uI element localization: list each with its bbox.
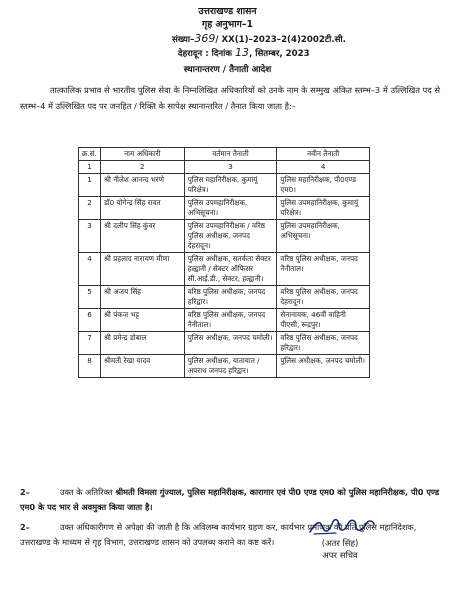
table-row xyxy=(79,355,370,378)
officer-name-cell: श्री दलीप सिंह कुंवर xyxy=(100,220,184,253)
date-handwritten-day: 13 xyxy=(235,46,250,59)
date-suffix: , सितम्बर, 2023 xyxy=(249,49,310,59)
column-number: 2 xyxy=(100,161,184,174)
table-header-row xyxy=(79,148,370,161)
new-posting-cell: वरिष्ठ पुलिस अधीक्षक, जनपद देहरादून। xyxy=(277,286,370,309)
current-posting-cell: पुलिस अधीक्षक, यातायात / अपराध जनपद हरिद्वार। xyxy=(184,355,277,378)
new-posting-cell: पुलिस उपमहानिरीक्षक, अभिसूचना। xyxy=(277,220,370,253)
serial-cell: 8 xyxy=(79,355,101,378)
intro-paragraph xyxy=(20,82,440,114)
officer-name-cell: श्रीमती रेखा यादव xyxy=(100,355,184,378)
handwritten-signature xyxy=(306,512,376,538)
reference-number xyxy=(172,33,346,46)
serial-cell: 4 xyxy=(79,253,101,286)
order-date xyxy=(178,47,310,60)
paragraph-number: 2– xyxy=(20,487,30,497)
current-posting-cell: वरिष्ठ पुलिस अधीक्षक, जनपद नैनीताल। xyxy=(184,309,277,332)
column-number: 3 xyxy=(184,161,277,174)
table-row xyxy=(79,309,370,332)
new-posting-cell: वरिष्ठ पुलिस अधीक्षक, जनपद हरिद्वार। xyxy=(277,332,370,355)
reference-prefix: संख्या– xyxy=(172,35,195,45)
column-number: 1 xyxy=(79,161,101,174)
paragraph-two-text: उक्त के अतिरिक्त xyxy=(60,487,116,497)
new-posting-cell: पुलिस महानिरीक्षक, पी0एण्ड एम0। xyxy=(277,174,370,197)
serial-cell: 5 xyxy=(79,286,101,309)
header-officer-name: नाम अधिकारी xyxy=(100,148,184,161)
signatory-designation: अपर सचिव xyxy=(322,551,358,561)
serial-cell: 3 xyxy=(79,220,101,253)
column-number: 4 xyxy=(277,161,370,174)
table-row xyxy=(79,332,370,355)
government-heading: उत्तराखण्ड शासन xyxy=(198,6,257,17)
section-heading: गृह अनुभाग–1 xyxy=(202,19,253,30)
table-row xyxy=(79,220,370,253)
signatory-name: (अतर सिंह) xyxy=(321,539,359,549)
reference-handwritten-number: 369 xyxy=(194,32,216,45)
officer-name-cell: डॉ0 योगेन्द्र सिंह रावत xyxy=(100,197,184,220)
current-posting-cell: पुलिस उपमहानिरीक्षक, अभिसूचना। xyxy=(184,197,277,220)
paragraph-number: 2– xyxy=(20,522,30,532)
header-new-posting: नवीन तैनाती xyxy=(277,148,370,161)
current-posting-cell: पुलिस अधीक्षक, सतर्कता सेक्टर हल्द्वानी / सेक्टर ऑफिसर सी.आई.डी., सेक्टर, हल्द्वानी। xyxy=(184,253,277,286)
current-posting-cell: पुलिस अधीक्षक, जनपद चमोली। xyxy=(184,332,277,355)
officer-name-cell: श्री पंकज भट्ट xyxy=(100,309,184,332)
new-posting-cell: पुलिस उपमहानिरीक्षक, कुमायूं परिक्षेत्र। xyxy=(277,197,370,220)
serial-cell: 2 xyxy=(79,197,101,220)
paragraph-two xyxy=(20,485,440,515)
header-serial: क्र.सं. xyxy=(79,148,101,161)
new-posting-cell: सेनानायक, 46वीं वाहिनी पीएसी, रूद्रपुर। xyxy=(277,309,370,332)
current-posting-cell: पुलिस उपमहानिरीक्षक / वरिष्ठ पुलिस अधीक्षक, जनपद देहरादून। xyxy=(184,220,277,253)
order-subject: स्थानान्तरण / तैनाती आदेश xyxy=(183,65,272,75)
table-row xyxy=(79,253,370,286)
table-row xyxy=(79,174,370,197)
serial-cell: 6 xyxy=(79,309,101,332)
current-posting-cell: पुलिस महानिरीक्षक, कुमायूं परिक्षेत्र। xyxy=(184,174,277,197)
reference-suffix: / XX(1)–2023–2(4)2002टी.सी. xyxy=(215,35,346,45)
transfer-table xyxy=(78,147,370,378)
paragraph-three-text: उक्त अधिकारीगण से अपेक्षा की जाती है कि अविलम्ब कार्यभार ग्रहण कर, कार्यभार प्रमाणक की प्रति पुलिस महानिदेशक, उत्तराखण्ड के माध्यम से गृह विभाग, उत्तराखण्ड शासन को उपलब्ध कराने का कष्ट करें। xyxy=(20,522,417,547)
officer-name-cell: श्री प्रहलाद नारायण मीणा xyxy=(100,253,184,286)
serial-cell: 1 xyxy=(79,174,101,197)
signatory-block xyxy=(300,538,380,562)
header-current-posting: वर्तमान तैनाती xyxy=(184,148,277,161)
intro-text: तात्कालिक प्रभाव से भारतीय पुलिस सेवा के निम्नलिखित अधिकारियों को उनके नाम के सम्मुख अंकित स्तम्भ–3 में उल्लिखित पद से स्तम्भ–4 में उल्लिखित पद पर जनहित / रिक्ति के सापेक्ष स्थानान्तरित / तैनात किया जाता है:– xyxy=(20,85,440,111)
new-posting-cell: वरिष्ठ पुलिस अधीक्षक, जनपद नैनीताल। xyxy=(277,253,370,286)
paragraph-two-bold-text: श्रीमती विमला गुंज्याल, पुलिस महानिरीक्षक, कारागार एवं पी0 एण्ड एम0 को पुलिस महानिरीक्षक, पी0 एण्ड एम0 के पद भार से अवमुक्त किया जाता है। xyxy=(20,487,440,512)
table-row xyxy=(79,286,370,309)
officer-name-cell: श्री नीलेश आनन्द भरणे xyxy=(100,174,184,197)
date-prefix: देहरादून : दिनांक xyxy=(178,49,233,59)
current-posting-cell: वरिष्ठ पुलिस अधीक्षक, जनपद हरिद्वार। xyxy=(184,286,277,309)
table-row xyxy=(79,197,370,220)
officer-name-cell: श्री अजय सिंह xyxy=(100,286,184,309)
table-column-number-row xyxy=(79,161,370,174)
serial-cell: 7 xyxy=(79,332,101,355)
new-posting-cell: पुलिस अधीक्षक, जनपद चमोली। xyxy=(277,355,370,378)
officer-name-cell: श्री प्रमेन्द्र डोबाल xyxy=(100,332,184,355)
